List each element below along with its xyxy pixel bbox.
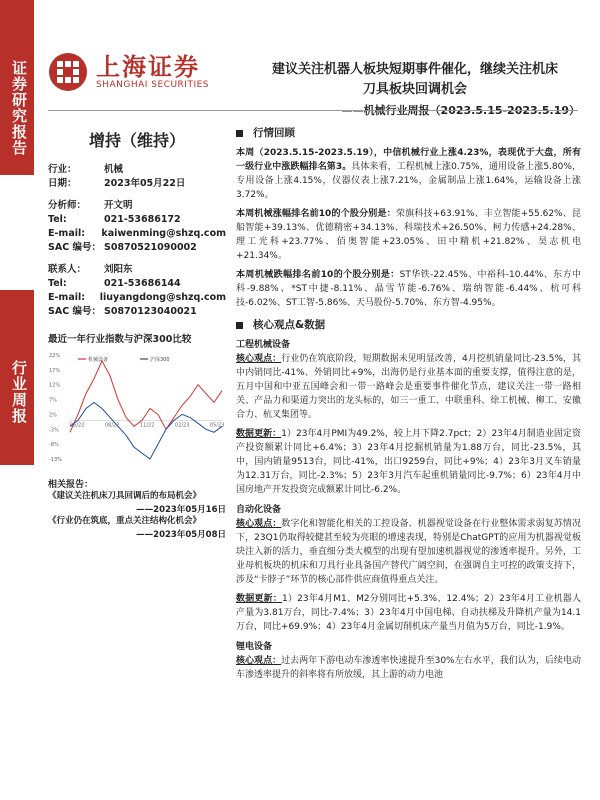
subsection-title: 锂电设备 <box>236 642 273 652</box>
contact-value: 刘阳东 <box>104 264 133 275</box>
contact-key: E-mail: <box>48 292 86 303</box>
contact-value: kaiwenming@shzq.com <box>101 228 226 239</box>
contact-row <box>48 263 226 277</box>
section-title: 核心观点&数据 <box>253 319 326 331</box>
logo-en-text: SHANGHAI SECURITIES <box>96 80 210 90</box>
section-core-views <box>236 318 581 332</box>
logo-cn-text: 上海证券 <box>96 53 200 81</box>
left-column <box>48 118 226 540</box>
sidebar-mid-label: 行业周报 <box>10 360 28 424</box>
date-value: 2023年05月22日 <box>104 178 186 189</box>
x-tick-label: 11/22 <box>140 422 155 429</box>
subsection-title: 工程机械设备 <box>236 340 291 350</box>
sidebar <box>0 0 34 800</box>
y-tick-label: 12% <box>49 382 61 389</box>
series-line-1 <box>70 403 225 460</box>
paragraph: 核心观点：数字化和智能化相关的工控设备、机器视觉设备在行业整体需求弱复苏情况下，23Q1仍取得较健甚至较为亮眼的增速表现，特别是ChatGPT的应用为机器视觉板块注入新的活力，垂直细分类大模型的出现有望加速机器视觉的渗透率提升。另外，工业母机板块的机床和刀具行业具备国产替代广阔空间，在强调自主可控的政策支持下，涉及“卡脖子”环节的核心部件供应商值得重点关注。 <box>236 519 581 585</box>
contact-key: SAC 编号： <box>48 242 101 253</box>
sidebar-top-label: 证券研究报告 <box>10 60 28 156</box>
section-bullet-icon <box>236 322 243 329</box>
y-tick-label: -8% <box>49 442 59 449</box>
y-tick-label: 17% <box>49 367 61 374</box>
index-comparison-chart <box>48 349 226 467</box>
related-report-date: ——2023年05月08日 <box>136 530 226 540</box>
contact-row <box>48 213 226 227</box>
rating: 增持（维持） <box>88 131 185 150</box>
x-tick-label: 08/22 <box>105 422 120 429</box>
logo-mark-icon <box>48 52 88 92</box>
contact-row <box>48 241 226 255</box>
contact-key: SAC 编号： <box>48 306 101 317</box>
y-tick-label: 7% <box>49 397 57 404</box>
section-market-review <box>236 126 581 140</box>
contact-value: 021-53686172 <box>104 214 181 225</box>
x-tick-label: 05/22 <box>70 422 85 429</box>
header-divider <box>48 110 578 111</box>
right-column <box>236 118 581 687</box>
related-report-title: 《建议关注机床刀具回调后的布局机会》 <box>48 491 202 501</box>
paragraph: 核心观点：过去两年下游电动车渗透率快速提升至30%左右水平，我们认为，后续电动车渗透率提升的斜率将有所放缓，其上游的动力电池 <box>236 656 581 680</box>
y-tick-label: 22% <box>49 353 61 359</box>
contact-key: 联系人： <box>48 264 87 275</box>
paragraph: 本周机械跌幅排名前10的个股分别是：ST华铁-22.45%、中裕科-10.44%、东方中科-9.88%、*ST中捷-8.11%、晶雪节能-6.76%、瑞纳智能-6.44%、杭可科技-6.02%、ST工智-5.86%、天马股份-5.70%、东方智-4.95%。 <box>236 270 581 308</box>
x-tick-label: 02/23 <box>175 422 190 429</box>
contact-key: Tel: <box>48 214 67 225</box>
y-tick-label: -13% <box>49 457 62 463</box>
chart-svg <box>48 349 226 467</box>
sidebar-mid-band <box>0 290 34 465</box>
related-reports <box>48 490 226 540</box>
section-title: 行情回顾 <box>253 127 295 139</box>
contact-row <box>48 305 226 319</box>
contact-row <box>48 291 226 305</box>
contact-value: S0870521090002 <box>104 242 197 253</box>
paragraph: 本周机械涨幅排名前10的个股分别是：荣旗科技+63.91%、丰立智能+55.62%、昆船智能+39.13%、优德精密+34.13%、科瑞技术+26.50%、柯力传感+24.28%、理工光科+23.77%、佰奥智能+23.05%、田中精机+21.82%、昊志机电+21.34%。 <box>236 209 582 261</box>
date-label: 日期： <box>48 178 77 189</box>
contact-row <box>48 199 226 213</box>
contact-value: 021-53686144 <box>104 278 181 289</box>
related-reports-title: 相关报告： <box>48 480 94 490</box>
related-report-title: 《行业仍在筑底，重点关注结构化机会》 <box>48 516 202 526</box>
report-title-line1: 建议关注机器人板块短期事件催化，继续关注机床 <box>271 62 558 77</box>
y-tick-label: -3% <box>49 427 59 434</box>
industry-row <box>48 163 226 177</box>
contact-value: liuyangdong@shzq.com <box>99 292 226 303</box>
industry-label: 行业： <box>48 164 77 175</box>
related-report-date: ——2023年05月16日 <box>136 505 226 515</box>
paragraph: 本周（2023.5.15-2023.5.19），中信机械行业上涨4.23%，表现优于大盘，所有一级行业中涨跌幅排名第3。具体来看，工程机械上涨0.75%，通用设备上涨5.80%，专用设备上涨4.15%，仪器仪表上涨7.21%，金属制品上涨1.64%，运输设备上涨3.72%。 <box>236 148 582 200</box>
contact-row <box>48 277 226 291</box>
paragraph: 数据更新：1）23年4月PMI为49.2%，较上月下降2.7pct；2）23年4月制造业固定资产投资额累计同比+6.4%；3）23年4月挖掘机销量为1.88万台，同比-23.5%，其中，国内销量9513台，同比-41%，出口9259台，同比+9%；4）23年3月叉车销量为12.31万台，同比-2.3%；5）23年3月汽车起重机销量同比-9.7%；6）23年4月中国房地产开发投资完成额累计同比-6.2%。 <box>236 429 581 495</box>
contact-key: 分析师： <box>48 200 87 211</box>
contact-key: E-mail: <box>48 228 86 239</box>
contact-value: 开文明 <box>104 200 133 211</box>
subsection-title: 自动化设备 <box>236 505 282 515</box>
y-tick-label: 2% <box>49 412 57 419</box>
legend-label: 沪深300 <box>150 357 170 363</box>
analyst-block <box>48 199 226 263</box>
legend-label: 机械设备 <box>88 357 109 363</box>
industry-value: 机械 <box>104 164 124 175</box>
paragraph: 核心观点：行业仍在筑底阶段，短期数据未见明显改善，4月挖机销量同比-23.5%，其中内销同比-41%、外销同比+9%，出海仍是行业基本面的重要支撑，值得注意的是，五月中国和中亚五国峰会和一带一路峰会是重要事件催化节点，建议关注一带一路相关、产品力和渠道力突出的龙头标的，如三一重工、中联重科、徐工机械、柳工、安徽合力、杭叉集团等。 <box>236 354 581 420</box>
contact-block <box>48 263 226 319</box>
company-logo <box>48 52 209 92</box>
report-title-line2: 刀具板块回调机会 <box>362 82 467 97</box>
contact-value: S0870123040021 <box>104 306 197 317</box>
section-bullet-icon <box>236 130 243 137</box>
report-subtitle: ——机械行业周报（2023.5.15-2023.5.19） <box>341 104 580 117</box>
date-row <box>48 177 226 191</box>
contact-key: Tel: <box>48 278 67 289</box>
sidebar-top-band <box>0 0 34 175</box>
x-tick-label: 05/23 <box>210 422 225 429</box>
paragraph: 数据更新：1）23年4月M1、M2分别同比+5.3%、12.4%；2）23年4月工业机器人产量为3.81万台，同比-7.4%；3）23年4月中国电梯、自动扶梯及升降机产量为14.1万台，同比+69.9%；4）23年4月金属切削机床产量当月值为5万台，同比-1.9%。 <box>236 594 581 632</box>
chart-title: 最近一年行业指数与沪深300比较 <box>48 334 192 345</box>
contact-row <box>48 227 226 241</box>
